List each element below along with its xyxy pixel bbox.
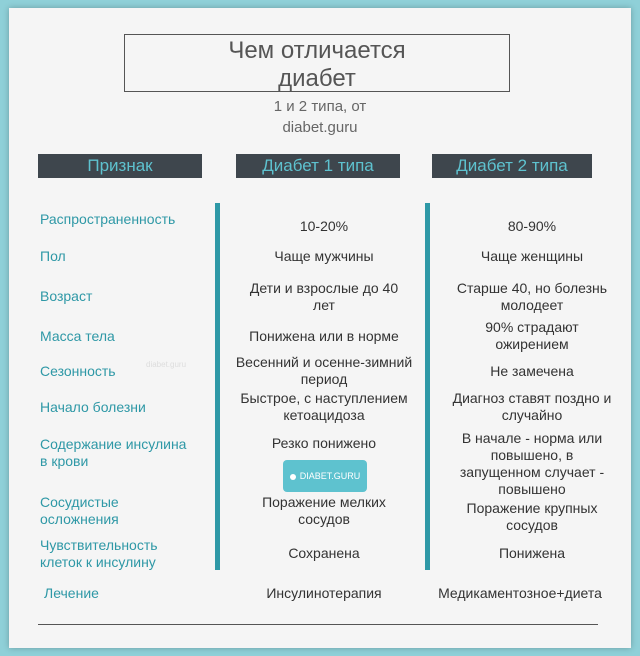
cell-type1-onset: Быстрое, с наступлением кетоацидоза [240, 390, 408, 423]
cell-type2-age: Старше 40, но болезнь молодеет [456, 280, 608, 313]
title-box [124, 34, 510, 92]
row-label-seasonality: Сезонность [40, 363, 116, 379]
column-divider-1 [215, 203, 220, 570]
watermark-text: diabet.guru [146, 360, 187, 369]
cell-type2-prevalence: 80-90% [507, 218, 557, 234]
cell-type1-seasonality: Весенний и осенне-зимний период [235, 354, 413, 387]
diabet-guru-logo: DIABET.GURU [283, 460, 367, 492]
cell-type1-insulin-level: Резко понижено [271, 435, 377, 451]
row-label-onset: Начало болезни [40, 399, 146, 415]
cell-type1-sex: Чаще мужчины [274, 248, 374, 264]
cell-type1-prevalence: 10-20% [299, 218, 349, 234]
cell-type1-sensitivity: Сохранена [288, 545, 360, 561]
cell-type2-sex: Чаще женщины [480, 248, 584, 264]
logo-icon [290, 474, 296, 480]
cell-type2-seasonality: Не замечена [490, 363, 574, 379]
row-label-insulin-level: Содержание инсулина в крови [40, 436, 187, 469]
header-feature: Признак [38, 154, 202, 178]
row-label-age: Возраст [40, 288, 93, 304]
cell-type2-insulin-level: В начале - норма или повышено, в запущенном случает - повышено [459, 430, 605, 497]
cell-type1-age: Дети и взрослые до 40 лет [249, 280, 399, 313]
row-label-treatment: Лечение [44, 585, 99, 601]
cell-type2-body-mass: 90% страдают ожирением [485, 319, 579, 352]
cell-type1-treatment: Инсулинотерапия [266, 585, 382, 601]
row-label-vascular: Сосудистые осложнения [40, 494, 119, 527]
header-type1: Диабет 1 типа [236, 154, 400, 178]
subtitle-line-2: diabet.guru [282, 119, 358, 136]
subtitle-line-1: 1 и 2 типа, от [273, 98, 367, 115]
cell-type2-onset: Диагноз ставят поздно и случайно [452, 390, 612, 423]
row-label-sensitivity: Чувствительность клеток к инсулину [40, 537, 158, 570]
title-line-1: Чем отличается [228, 37, 406, 64]
row-label-body-mass: Масса тела [40, 328, 115, 344]
cell-type2-vascular: Поражение крупных сосудов [466, 500, 598, 533]
title-line-2: диабет [278, 65, 356, 92]
bottom-divider [38, 624, 598, 625]
cell-type1-body-mass: Понижена или в норме [249, 328, 399, 344]
cell-type1-vascular: Поражение мелких сосудов [262, 494, 386, 527]
row-label-prevalence: Распространенность [40, 211, 176, 227]
cell-type2-treatment: Медикаментозное+диета [438, 585, 602, 601]
cell-type2-sensitivity: Понижена [498, 545, 566, 561]
row-label-sex: Пол [40, 248, 66, 264]
header-type2: Диабет 2 типа [432, 154, 592, 178]
subtitle [0, 96, 640, 138]
